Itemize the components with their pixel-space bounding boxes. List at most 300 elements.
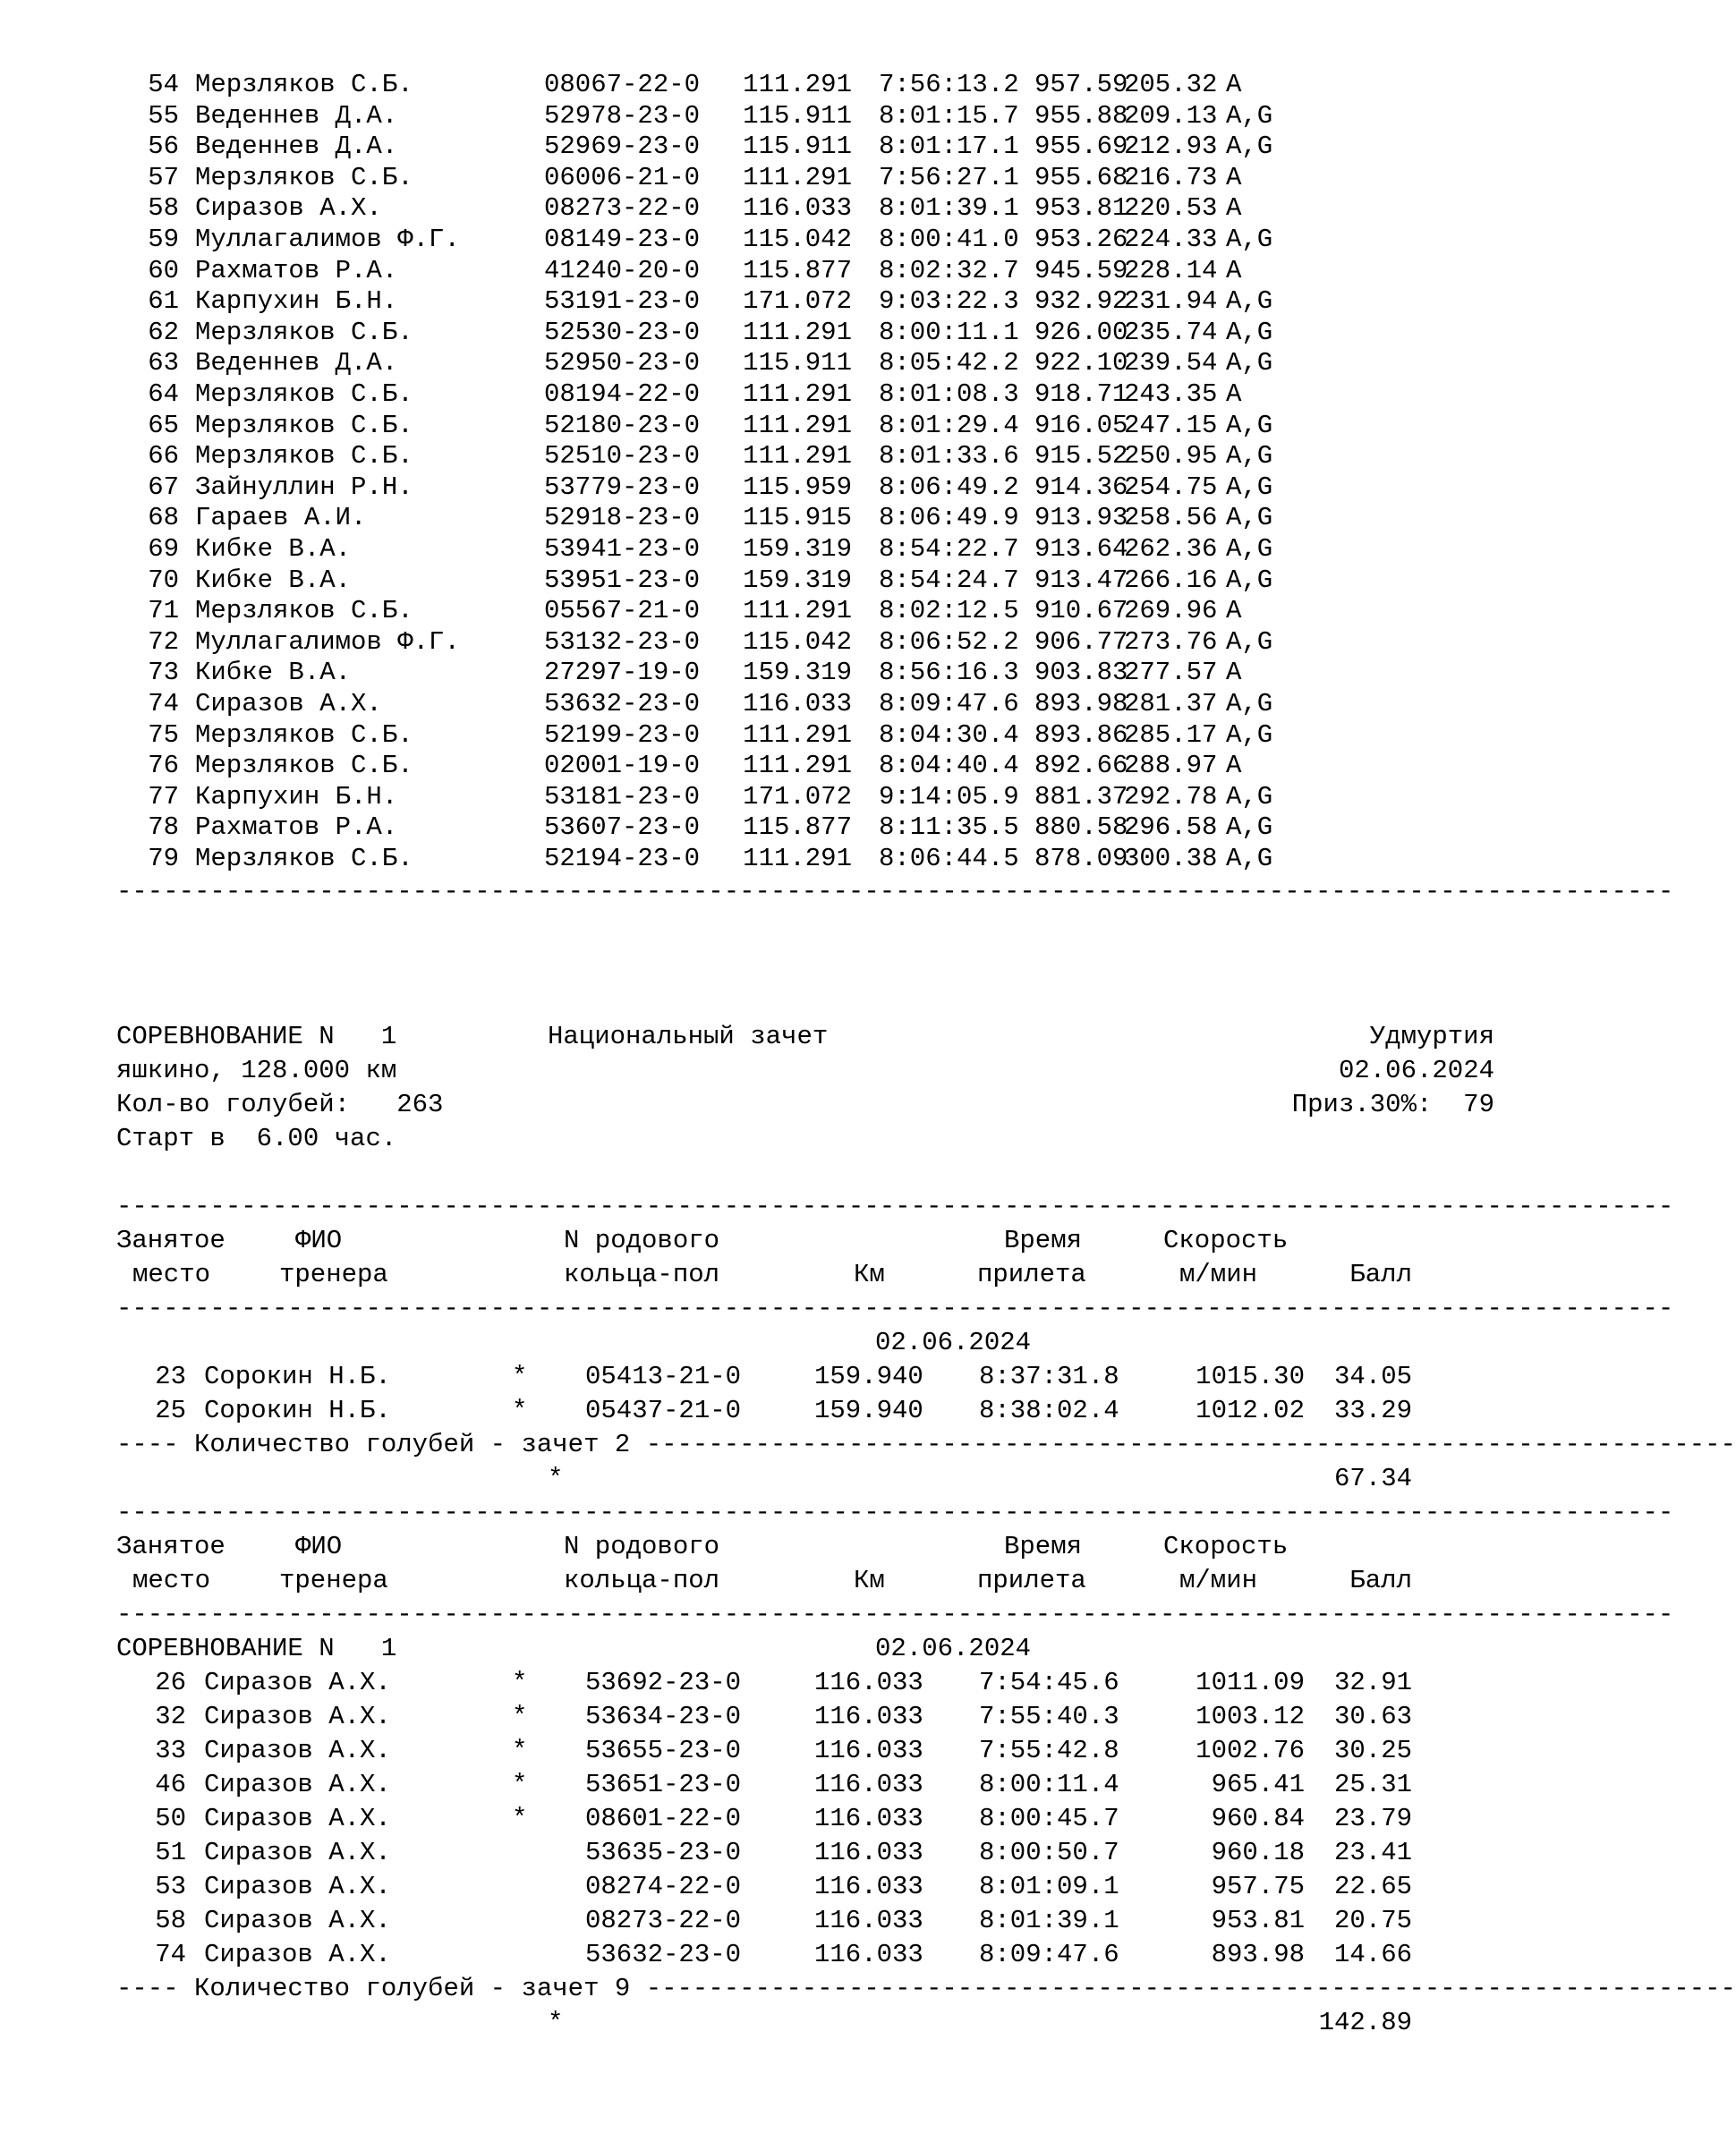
table-row: [116, 811, 1439, 845]
flags: A,G: [1226, 534, 1273, 564]
table-row: [116, 285, 1439, 319]
distance-km: 115.042: [743, 626, 852, 657]
trainer-name: Сорокин Н.Б.: [204, 1362, 391, 1391]
column-speed-2: м/мин: [1179, 1260, 1258, 1289]
arrival-time: 8:09:47.6: [979, 1940, 1119, 1969]
column-header-line: [116, 1224, 1412, 1258]
section1-total: 67.34: [1333, 1464, 1412, 1493]
flags: A: [1226, 596, 1242, 626]
section2-total-line: [116, 2006, 1412, 2040]
flags: A,G: [1226, 472, 1273, 502]
table-row: [116, 1666, 1412, 1700]
coefficient: 231.94: [1124, 286, 1218, 317]
flags: A,G: [1226, 348, 1273, 378]
coefficient: 300.38: [1124, 844, 1218, 873]
table-row: [116, 346, 1439, 380]
ring-number: 52194-23-0: [544, 844, 701, 873]
speed: 878.09: [1034, 844, 1128, 873]
ring-number: 08067-22-0: [544, 70, 701, 99]
arrival-time: 7:54:45.6: [979, 1668, 1119, 1697]
coefficient: 266.16: [1124, 565, 1218, 595]
row-position: 60: [148, 255, 179, 285]
coefficient: 277.57: [1124, 658, 1218, 688]
flags: A,G: [1226, 844, 1273, 873]
arrival-time: 7:56:13.2: [879, 70, 1019, 99]
distance-km: 116.033: [814, 1838, 923, 1867]
arrival-time: 7:56:27.1: [879, 162, 1019, 192]
distance-km: 111.291: [743, 379, 852, 409]
table-row: [116, 625, 1439, 659]
start-time: Старт в 6.00 час.: [116, 1124, 397, 1153]
star-mark: *: [512, 1668, 528, 1697]
ring-number: 52510-23-0: [544, 441, 701, 472]
distance-km: 115.911: [743, 100, 852, 131]
table-row: [116, 1360, 1412, 1394]
speed: 914.36: [1034, 472, 1128, 502]
row-position: 74: [148, 689, 179, 718]
speed: 916.05: [1034, 410, 1128, 440]
distance-km: 171.072: [743, 286, 852, 317]
row-position: 68: [148, 503, 179, 533]
speed: 893.98: [1211, 1940, 1305, 1969]
column-speed: Скорость: [1163, 1226, 1289, 1255]
row-position: 63: [148, 348, 179, 378]
arrival-time: 9:14:05.9: [879, 781, 1019, 812]
coefficient: 281.37: [1124, 689, 1218, 718]
speed: 926.00: [1034, 317, 1128, 347]
trainer-name: Муллагалимов Ф.Г.: [195, 225, 460, 254]
arrival-time: 8:37:31.8: [979, 1362, 1119, 1391]
row-position: 53: [155, 1872, 186, 1901]
section2-title-line: [116, 1632, 1412, 1666]
score: 20.75: [1333, 1906, 1412, 1935]
row-position: 70: [148, 565, 179, 595]
ring-number: 52950-23-0: [544, 348, 701, 378]
row-position: 51: [155, 1838, 186, 1867]
ring-number: 27297-19-0: [544, 658, 701, 688]
column-name-2: тренера: [279, 1260, 388, 1289]
distance-km: 115.959: [743, 472, 852, 502]
section1-date: 02.06.2024: [875, 1328, 1032, 1357]
distance-km: 115.911: [743, 132, 852, 162]
trainer-name: Веденнев Д.А.: [195, 348, 398, 378]
ring-number: 41240-20-0: [544, 255, 701, 285]
arrival-time: 7:55:40.3: [979, 1702, 1119, 1731]
ring-number: 53634-23-0: [585, 1702, 742, 1731]
arrival-time: 8:04:30.4: [879, 719, 1019, 750]
coefficient: 285.17: [1124, 719, 1218, 750]
score: 23.41: [1333, 1838, 1412, 1867]
trainer-name: Мерзляков С.Б.: [195, 719, 413, 750]
section1-summary-text: ---- Количество голубей - зачет 2: [116, 1430, 646, 1459]
column-name-2: тренера: [279, 1566, 388, 1595]
distance-km: 115.911: [743, 348, 852, 378]
speed: 913.47: [1034, 565, 1128, 595]
row-position: 64: [148, 379, 179, 409]
flags: A,G: [1226, 410, 1273, 440]
score: 34.05: [1333, 1362, 1412, 1391]
table-row: [116, 68, 1439, 102]
trainer-name: Сорокин Н.Б.: [204, 1396, 391, 1425]
trainer-name: Мерзляков С.Б.: [195, 410, 413, 440]
coefficient: 239.54: [1124, 348, 1218, 378]
distance-km: 115.915: [743, 503, 852, 533]
speed: 955.69: [1034, 132, 1128, 162]
arrival-time: 8:09:47.6: [879, 689, 1019, 718]
section1-total-star: *: [548, 1464, 564, 1493]
arrival-time: 8:01:17.1: [879, 132, 1019, 162]
section2-total: 142.89: [1318, 2008, 1412, 2037]
table-row: [116, 594, 1439, 628]
trainer-name: Сиразов А.Х.: [195, 689, 382, 718]
ring-number: 53632-23-0: [585, 1940, 742, 1969]
star-mark: *: [512, 1362, 528, 1391]
table-row: [116, 1802, 1412, 1836]
arrival-time: 8:06:52.2: [879, 626, 1019, 657]
arrival-time: 8:01:39.1: [979, 1906, 1119, 1935]
row-position: 56: [148, 132, 179, 162]
arrival-time: 8:54:24.7: [879, 565, 1019, 595]
speed: 953.81: [1034, 193, 1128, 224]
trainer-name: Сиразов А.Х.: [204, 1940, 391, 1969]
arrival-time: 8:38:02.4: [979, 1396, 1119, 1425]
arrival-time: 8:06:44.5: [879, 844, 1019, 873]
coefficient: 292.78: [1124, 781, 1218, 812]
ring-number: 02001-19-0: [544, 751, 701, 781]
row-position: 69: [148, 534, 179, 564]
coefficient: 224.33: [1124, 225, 1218, 254]
flags: A,G: [1226, 626, 1273, 657]
trainer-name: Мерзляков С.Б.: [195, 751, 413, 781]
table-row: [116, 1870, 1412, 1904]
row-position: 66: [148, 441, 179, 472]
trainer-name: Кибке В.А.: [195, 534, 352, 564]
divider-4: ----------------------------------------------------------------------------------------------------: [116, 1600, 1674, 1629]
trainer-name: Веденнев Д.А.: [195, 100, 398, 131]
trainer-name: Мерзляков С.Б.: [195, 379, 413, 409]
row-position: 65: [148, 410, 179, 440]
row-position: 58: [148, 193, 179, 224]
trainer-name: Сиразов А.Х.: [204, 1736, 391, 1765]
speed: 960.18: [1211, 1838, 1305, 1867]
table-row: [116, 842, 1439, 876]
coefficient: 243.35: [1124, 379, 1218, 409]
distance-km: 116.033: [814, 1736, 923, 1765]
ring-number: 08274-22-0: [585, 1872, 742, 1901]
row-position: 75: [148, 719, 179, 750]
distance-km: 111.291: [743, 317, 852, 347]
ring-number: 52180-23-0: [544, 410, 701, 440]
row-position: 62: [148, 317, 179, 347]
table-row: [116, 1938, 1412, 1972]
speed: 957.59: [1034, 70, 1128, 99]
section1-date-line: [116, 1326, 1412, 1360]
flags: A,G: [1226, 441, 1273, 472]
ring-number: 53607-23-0: [544, 812, 701, 843]
trainer-name: Мерзляков С.Б.: [195, 844, 413, 873]
speed: 953.26: [1034, 225, 1128, 254]
table-row: [116, 564, 1439, 598]
distance-km: 111.291: [743, 844, 852, 873]
arrival-time: 8:56:16.3: [879, 658, 1019, 688]
arrival-time: 8:01:33.6: [879, 441, 1019, 472]
coefficient: 288.97: [1124, 751, 1218, 781]
trainer-name: Кибке В.А.: [195, 565, 352, 595]
ring-number: 52530-23-0: [544, 317, 701, 347]
distance-km: 171.072: [743, 781, 852, 812]
score: 14.66: [1333, 1940, 1412, 1969]
trainer-name: Мерзляков С.Б.: [195, 441, 413, 472]
table-row: [116, 471, 1439, 505]
row-position: 59: [148, 225, 179, 254]
coefficient: 296.58: [1124, 812, 1218, 843]
row-position: 79: [148, 844, 179, 873]
trainer-name: Сиразов А.Х.: [204, 1668, 391, 1697]
distance-km: 116.033: [814, 1872, 923, 1901]
ring-number: 53779-23-0: [544, 472, 701, 502]
arrival-time: 8:02:32.7: [879, 255, 1019, 285]
ring-number: 08601-22-0: [585, 1804, 742, 1833]
coefficient: 209.13: [1124, 100, 1218, 131]
section2-summary-text: ---- Количество голубей - зачет 9: [116, 1974, 646, 2003]
trainer-name: Сиразов А.Х.: [204, 1838, 391, 1867]
score: 32.91: [1333, 1668, 1412, 1697]
row-position: 71: [148, 596, 179, 626]
ring-number: 53181-23-0: [544, 781, 701, 812]
divider-1: ----------------------------------------------------------------------------------------------------: [116, 1192, 1674, 1221]
header-line-1: [116, 1020, 1494, 1054]
speed: 960.84: [1211, 1804, 1305, 1833]
speed: 955.68: [1034, 162, 1128, 192]
section1-total-line: [116, 1462, 1412, 1496]
table-row: [116, 1904, 1412, 1938]
arrival-time: 8:00:11.1: [879, 317, 1019, 347]
column-place: Занятое: [116, 1226, 226, 1255]
row-position: 73: [148, 658, 179, 688]
speed: 893.98: [1034, 689, 1128, 718]
distance-km: 159.319: [743, 658, 852, 688]
section2-competition: СОРЕВНОВАНИЕ N 1: [116, 1634, 397, 1663]
table-row: [116, 130, 1439, 164]
flags: A,G: [1226, 565, 1273, 595]
speed: 903.83: [1034, 658, 1128, 688]
column-place: Занятое: [116, 1532, 226, 1561]
ring-number: 52969-23-0: [544, 132, 701, 162]
flags: A: [1226, 70, 1242, 99]
row-position: 76: [148, 751, 179, 781]
trainer-name: Сиразов А.Х.: [195, 193, 382, 224]
speed: 957.75: [1211, 1872, 1305, 1901]
speed: 945.59: [1034, 255, 1128, 285]
ring-number: 53635-23-0: [585, 1838, 742, 1867]
column-header-line: [116, 1564, 1412, 1598]
flags: A,G: [1226, 286, 1273, 317]
section1-summary: ---- Количество голубей - зачет 2 ----------------------------------------------------------------------: [116, 1430, 1736, 1459]
arrival-time: 8:05:42.2: [879, 348, 1019, 378]
distance-km: 115.877: [743, 255, 852, 285]
flags: A,G: [1226, 317, 1273, 347]
table-row: [116, 161, 1439, 195]
distance-km: 111.291: [743, 410, 852, 440]
row-position: 58: [155, 1906, 186, 1935]
distance-km: 116.033: [814, 1702, 923, 1731]
row-position: 77: [148, 781, 179, 812]
row-position: 57: [148, 162, 179, 192]
column-km: Км: [854, 1566, 885, 1595]
speed: 910.67: [1034, 596, 1128, 626]
row-position: 54: [148, 70, 179, 99]
ring-number: 53951-23-0: [544, 565, 701, 595]
table-row: [116, 1734, 1412, 1768]
distance-km: 111.291: [743, 596, 852, 626]
divider-2: ----------------------------------------------------------------------------------------------------: [116, 1294, 1674, 1323]
star-mark: *: [512, 1736, 528, 1765]
table-row: [116, 1768, 1412, 1802]
star-mark: *: [512, 1396, 528, 1425]
ring-number: 08273-22-0: [544, 193, 701, 224]
distance-km: 159.319: [743, 565, 852, 595]
distance-km: 111.291: [743, 70, 852, 99]
flags: A,G: [1226, 503, 1273, 533]
ring-number: 05567-21-0: [544, 596, 701, 626]
coefficient: 212.93: [1124, 132, 1218, 162]
row-position: 78: [148, 812, 179, 843]
flags: A,G: [1226, 689, 1273, 718]
table-row: [116, 223, 1439, 257]
distance-km: 111.291: [743, 441, 852, 472]
column-time-2: прилета: [977, 1566, 1086, 1595]
trainer-name: Муллагалимов Ф.Г.: [195, 626, 460, 657]
ring-number: 05413-21-0: [585, 1362, 742, 1391]
score: 33.29: [1333, 1396, 1412, 1425]
birds-count: Кол-во голубей: 263: [116, 1090, 444, 1119]
distance-km: 159.940: [814, 1396, 923, 1425]
arrival-time: 8:06:49.9: [879, 503, 1019, 533]
column-place-2: место: [132, 1260, 211, 1289]
speed: 1015.30: [1196, 1362, 1305, 1391]
speed: 1011.09: [1196, 1668, 1305, 1697]
column-km: Км: [854, 1260, 885, 1289]
trainer-name: Сиразов А.Х.: [204, 1906, 391, 1935]
table-row: [116, 99, 1439, 133]
column-name: ФИО: [295, 1226, 343, 1255]
speed: 893.86: [1034, 719, 1128, 750]
arrival-time: 8:02:12.5: [879, 596, 1019, 626]
table-row: [116, 1700, 1412, 1734]
column-speed: Скорость: [1163, 1532, 1289, 1561]
column-score: Балл: [1349, 1260, 1412, 1289]
table-row: [116, 439, 1439, 473]
row-position: 55: [148, 100, 179, 131]
speed: 913.64: [1034, 534, 1128, 564]
ring-number: 52918-23-0: [544, 503, 701, 533]
header-line-4: [116, 1122, 1387, 1156]
top-divider: ----------------------------------------------------------------------------------------------------: [116, 877, 1674, 906]
trainer-name: Зайнуллин Р.Н.: [195, 472, 413, 502]
arrival-time: 8:01:15.7: [879, 100, 1019, 131]
row-position: 61: [148, 286, 179, 317]
star-mark: *: [512, 1804, 528, 1833]
column-name: ФИО: [295, 1532, 343, 1561]
header-line-3: [116, 1088, 1494, 1122]
table-row: [116, 1394, 1412, 1428]
star-mark: *: [512, 1770, 528, 1799]
trainer-name: Карпухин Б.Н.: [195, 781, 398, 812]
arrival-time: 8:00:41.0: [879, 225, 1019, 254]
arrival-time: 8:00:11.4: [979, 1770, 1119, 1799]
arrival-time: 8:01:08.3: [879, 379, 1019, 409]
distance-km: 116.033: [814, 1668, 923, 1697]
speed: 915.52: [1034, 441, 1128, 472]
header-line-2: [116, 1054, 1494, 1088]
coefficient: 205.32: [1124, 70, 1218, 99]
coefficient: 235.74: [1124, 317, 1218, 347]
flags: A: [1226, 658, 1242, 688]
distance-km: 111.291: [743, 719, 852, 750]
table-row: [116, 749, 1439, 783]
trainer-name: Гараев А.И.: [195, 503, 367, 533]
row-position: 46: [155, 1770, 186, 1799]
trainer-name: Мерзляков С.Б.: [195, 317, 413, 347]
arrival-time: 8:54:22.7: [879, 534, 1019, 564]
row-position: 72: [148, 626, 179, 657]
flags: A,G: [1226, 100, 1273, 131]
table-row: [116, 501, 1439, 535]
table-row: [116, 254, 1439, 288]
row-position: 67: [148, 472, 179, 502]
column-time: Время: [1004, 1532, 1083, 1561]
flags: A,G: [1226, 781, 1273, 812]
ring-number: 06006-21-0: [544, 162, 701, 192]
row-position: 32: [155, 1702, 186, 1731]
speed: 953.81: [1211, 1906, 1305, 1935]
ring-number: 08194-22-0: [544, 379, 701, 409]
ring-number: 05437-21-0: [585, 1396, 742, 1425]
column-ring: N родового: [564, 1532, 720, 1561]
trainer-name: Веденнев Д.А.: [195, 132, 398, 162]
arrival-time: 8:01:39.1: [879, 193, 1019, 224]
arrival-time: 8:04:40.4: [879, 751, 1019, 781]
row-position: 33: [155, 1736, 186, 1765]
score: 22.65: [1333, 1872, 1412, 1901]
score: 25.31: [1333, 1770, 1412, 1799]
table-row: [116, 409, 1439, 443]
flags: A: [1226, 193, 1242, 224]
trainer-name: Рахматов Р.А.: [195, 812, 398, 843]
flags: A,G: [1226, 225, 1273, 254]
distance-km: 159.319: [743, 534, 852, 564]
column-ring-2: кольца-пол: [564, 1260, 720, 1289]
header-date: 02.06.2024: [1338, 1056, 1494, 1085]
trainer-name: Мерзляков С.Б.: [195, 596, 413, 626]
distance-km: 116.033: [743, 689, 852, 718]
ring-number: 53632-23-0: [544, 689, 701, 718]
row-position: 25: [155, 1396, 186, 1425]
coefficient: 220.53: [1124, 193, 1218, 224]
flags: A: [1226, 255, 1242, 285]
row-position: 50: [155, 1804, 186, 1833]
table-row: [116, 316, 1439, 350]
ring-number: 53191-23-0: [544, 286, 701, 317]
arrival-time: 7:55:42.8: [979, 1736, 1119, 1765]
trainer-name: Мерзляков С.Б.: [195, 70, 413, 99]
table-row: [116, 656, 1439, 690]
distance-km: 116.033: [743, 193, 852, 224]
trainer-name: Сиразов А.Х.: [204, 1702, 391, 1731]
category-label: Национальный зачет: [548, 1022, 829, 1051]
column-time-2: прилета: [977, 1260, 1086, 1289]
arrival-time: 8:01:09.1: [979, 1872, 1119, 1901]
